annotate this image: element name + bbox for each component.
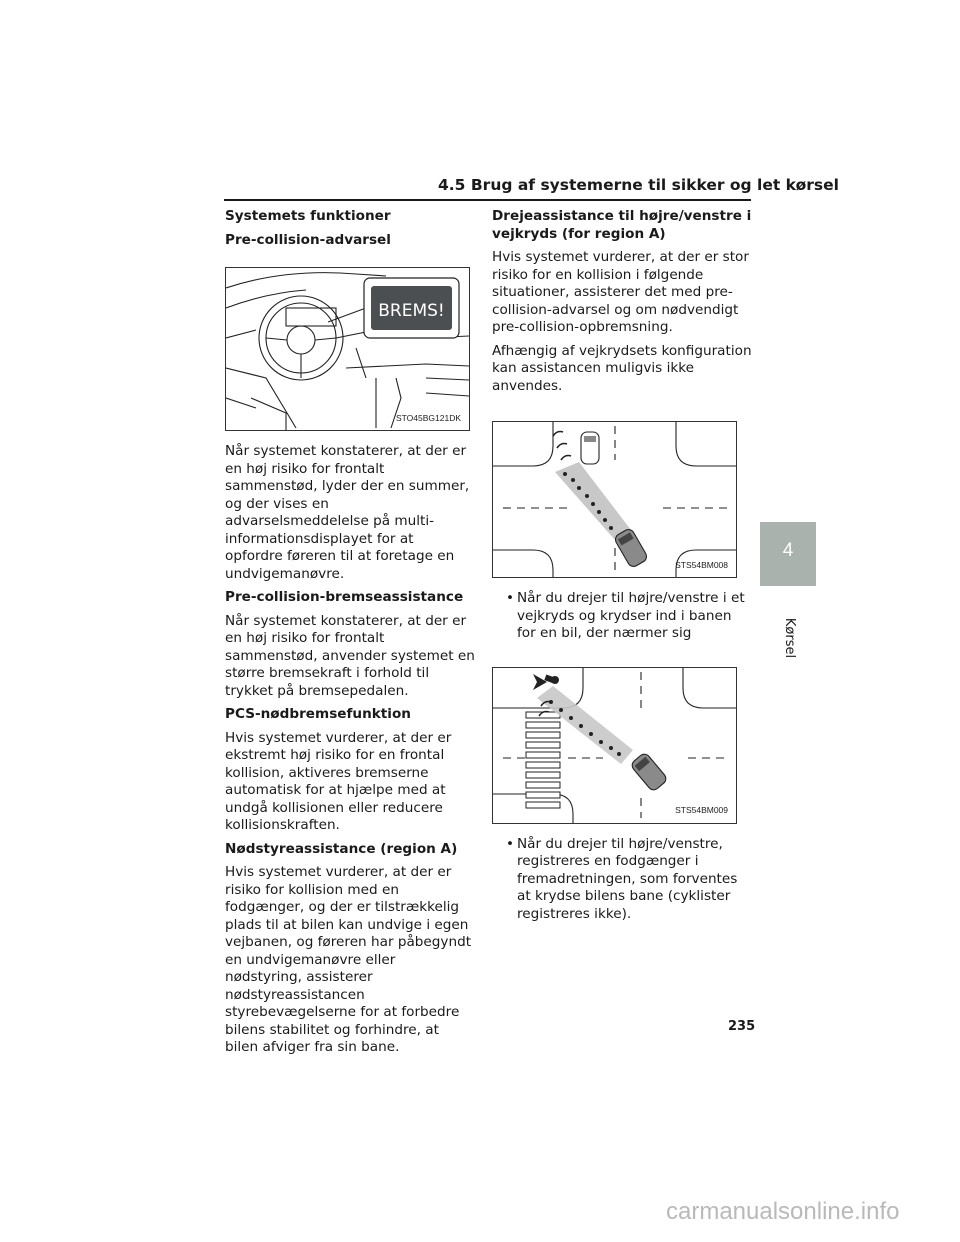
paragraph-emergency-brake: Hvis systemet vurderer, at der er ekstremt høj risiko for en frontal kollision, aktiveres bremserne automatisk for at hjælpe med at undgå kollisionen eller reducere kollisionskraften. [225, 729, 452, 833]
paragraph-turn-assist-2: Afhængig af vejkrydsets konfiguration kan assistancen muligvis ikke anvendes. [492, 342, 752, 394]
figure-intersection-pedestrian [492, 667, 737, 824]
left-column [225, 208, 475, 1063]
paragraph-emergency-steer: Hvis systemet vurderer, at der er risiko for kollision med en fodgænger, og der er tilstrækkelig plads til at bilen kan undvige i egen vejbanen, og føreren har påbegyndt en undvigemanøvre eller nødstyring, assisterer nødstyreassistancen styrebevægelserne for at forbedre bilens stabilitet og forhindre, at bilen afviger fra sin bane. [225, 864, 472, 1055]
heading-turn-assist: Drejeassistance til højre/venstre i vejkryds (for region A) [492, 208, 752, 242]
figure-intersection-car [492, 421, 737, 578]
right-column [492, 208, 754, 929]
bullet-text: Når du drejer til højre/venstre, registreres en fodgænger i fremadretningen, som forventes at krydse bilens bane (cyklister registreres ikke). [517, 835, 738, 922]
header-rule [224, 199, 751, 201]
paragraph-warning: Når systemet konstaterer, at der er en høj risiko for frontalt sammenstød, lyder der en summer, og der vises en advarselsmeddelelse på multi-informationsdisplayet for at opfordre føreren til at foretage en undvigemanøvre. [225, 443, 470, 582]
paragraph-turn-assist-1: Hvis systemet vurderer, at der er stor risiko for en kollision i følgende situationer, assisterer det med pre-collision-advarsel og om nødvendigt pre-collision-opbremsning. [492, 249, 749, 335]
heading-emergency-steer: Nødstyreassistance (region A) [225, 840, 458, 857]
dashboard-illustration [226, 268, 469, 430]
list-item [492, 590, 754, 643]
heading-emergency-brake: PCS-nødbremsefunktion [225, 706, 411, 722]
chapter-number: 4 [782, 540, 794, 561]
figure-code: STO45BG121DK [395, 412, 461, 423]
brems-display-text: BREMS! [378, 301, 445, 321]
intersection-car-illustration [493, 422, 736, 577]
section-header: 4.5 Brug af systemerne til sikker og let kørsel [438, 176, 839, 194]
figure-dashboard-warning [225, 267, 470, 431]
bullet-dot: • [506, 835, 515, 852]
figure-code: STS54BM009 [675, 805, 728, 815]
paragraph-brake-assist: Når systemet konstaterer, at der er en høj risiko for frontalt sammenstød, anvender systemet en større bremsekraft i forhold til trykket på bremsepedalen. [225, 612, 475, 699]
bullet-dot: • [506, 590, 515, 606]
heading-brake-assist: Pre-collision-bremseassistance [225, 589, 464, 605]
figure-code: STS54BM008 [675, 559, 728, 570]
intersection-pedestrian-illustration [493, 668, 736, 823]
bullet-text: Når du drejer til højre/venstre i et vejkryds og krydser ind i banen for en bil, der nærmer sig [517, 590, 745, 641]
heading-pre-collision-warning: Pre-collision-advarsel [225, 231, 391, 248]
heading-system-functions: Systemets funktioner [225, 208, 391, 224]
pedestrian-icon [533, 674, 559, 690]
list-item [492, 836, 754, 924]
page-number: 235 [728, 1019, 756, 1034]
chapter-label: Kørsel [782, 617, 797, 659]
watermark: carmanualsonline.info [666, 1198, 900, 1225]
